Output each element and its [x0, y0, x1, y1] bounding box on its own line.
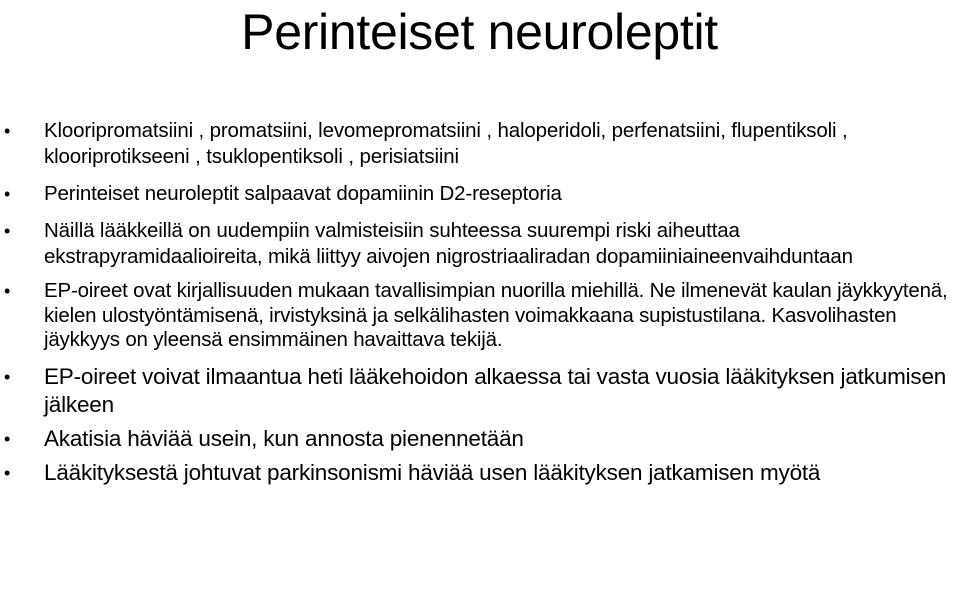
bullet-icon: •: [4, 184, 11, 204]
bullet-item: [0, 118, 959, 170]
bullet-item: [0, 279, 959, 353]
bullet-icon: •: [4, 281, 11, 301]
bullet-icon: •: [4, 462, 11, 483]
bullet-icon: •: [4, 428, 11, 449]
bullet-item: [0, 218, 959, 270]
bullet-text: Klooripromatsiini , promatsiini, levomepromatsiini , haloperidoli, perfenatsiini, flupentiksoli , klooriprotikseeni , tsuklopentiksoli , perisiatsiini: [44, 119, 848, 168]
bullet-text: EP-oireet ovat kirjallisuuden mukaan tavallisimpian nuorilla miehillä. Ne ilmenevät kaulan jäykkyytenä, kielen ulostyöntämisenä, irvistyksinä ja selkälihasten voimakkaana supistustilana. Kasvolihasten jäykkyys on yleensä ensimmäinen havaittava tekijä.: [44, 279, 948, 351]
bullet-item: [0, 425, 959, 453]
bullet-list: [0, 118, 959, 487]
bullet-icon: •: [4, 366, 11, 387]
bullet-item: [0, 363, 959, 419]
bullet-item: [0, 459, 959, 487]
bullet-icon: •: [4, 121, 11, 141]
bullet-text: EP-oireet voivat ilmaantua heti lääkehoidon alkaessa tai vasta vuosia lääkityksen jatkumisen jälkeen: [44, 363, 947, 417]
bullet-text: Perinteiset neuroleptit salpaavat dopamiinin D2-reseptoria: [44, 182, 562, 205]
bullet-text: Näillä lääkkeillä on uudempiin valmisteisiin suhteessa suurempi riski aiheuttaa ekstrapyramidaalioireita, mikä liittyy aivojen nigrostriaaliradan dopamiiniaineenvaihduntaan: [44, 219, 853, 268]
bullet-item: [0, 181, 959, 207]
bullet-text: Akatisia häviää usein, kun annosta pienennetään: [44, 425, 524, 451]
bullet-icon: •: [4, 221, 11, 241]
slide-title: Perinteiset neuroleptit: [241, 4, 718, 60]
bullet-text: Lääkityksestä johtuvat parkinsonismi häviää usen lääkityksen jatkamisen myötä: [44, 459, 821, 485]
